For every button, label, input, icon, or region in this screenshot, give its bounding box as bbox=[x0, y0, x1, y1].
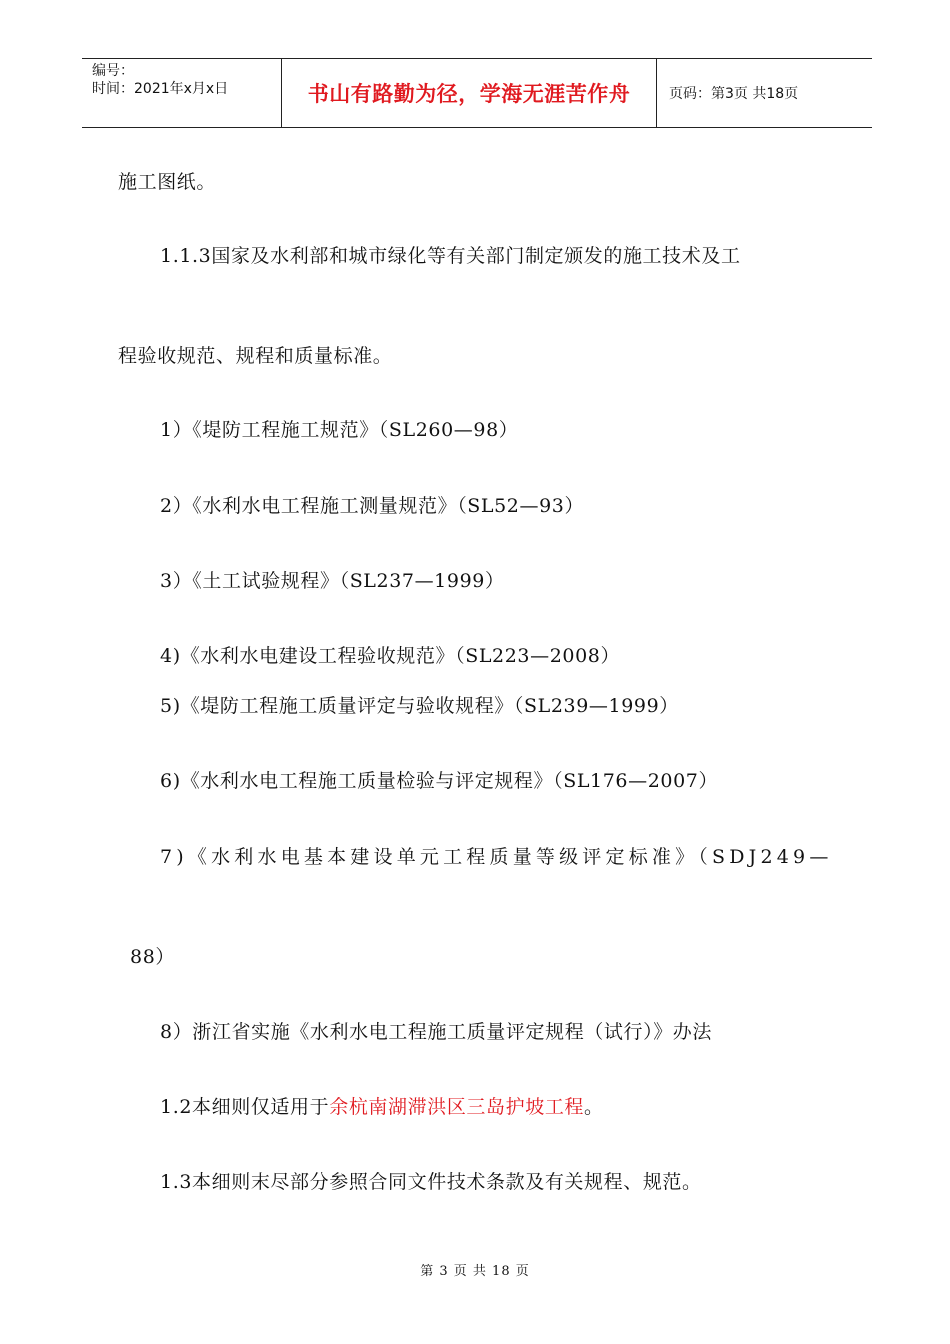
header-motto: 书山有路勤为径，学海无涯苦作舟 bbox=[282, 59, 657, 127]
list-item-8: 8）浙江省实施《水利水电工程施工质量评定规程（试行）》办法 bbox=[160, 1021, 712, 1043]
text-line-reference: 1.3本细则末尽部分参照合同文件技术条款及有关规程、规范。 bbox=[160, 1171, 702, 1193]
list-item-7-cont: 88） bbox=[130, 946, 175, 968]
time-label: 时间：2021年x月x日 bbox=[92, 81, 229, 97]
number-label: 编号： bbox=[92, 63, 134, 79]
text-line-drawings: 施工图纸。 bbox=[118, 171, 217, 193]
page-footer: 第 3 页 共 18 页 bbox=[420, 1264, 530, 1279]
list-item-5: 5)《堤防工程施工质量评定与验收规程》（SL239—1999） bbox=[160, 695, 679, 717]
text-line-scope bbox=[160, 1092, 604, 1119]
list-item-3: 3）《土工试验规程》（SL237—1999） bbox=[160, 570, 505, 592]
scope-prefix: 1.2本细则仅适用于 bbox=[160, 1096, 330, 1118]
header-meta bbox=[82, 59, 282, 127]
list-item-6: 6)《水利水电工程施工质量检验与评定规程》（SL176—2007） bbox=[160, 770, 719, 792]
list-item-2: 2）《水利水电工程施工测量规范》（SL52—93） bbox=[160, 495, 585, 517]
header-page-info: 页码：第3页 共18页 bbox=[669, 86, 799, 102]
list-item-1: 1）《堤防工程施工规范》（SL260—98） bbox=[160, 419, 519, 441]
text-line-standards-intro: 1.1.3国家及水利部和城市绿化等有关部门制定颁发的施工技术及工 bbox=[160, 245, 741, 267]
scope-suffix: 。 bbox=[584, 1096, 604, 1118]
page-header bbox=[82, 58, 872, 128]
project-name-highlight: 余杭南湖滞洪区三岛护坡工程 bbox=[329, 1096, 585, 1118]
list-item-4: 4)《水利水电建设工程验收规范》（SL223—2008） bbox=[160, 645, 621, 667]
list-item-7: 7)《水利水电基本建设单元工程质量等级评定标准》（SDJ249— bbox=[160, 846, 833, 868]
text-line-standards-cont: 程验收规范、规程和质量标准。 bbox=[118, 345, 393, 367]
